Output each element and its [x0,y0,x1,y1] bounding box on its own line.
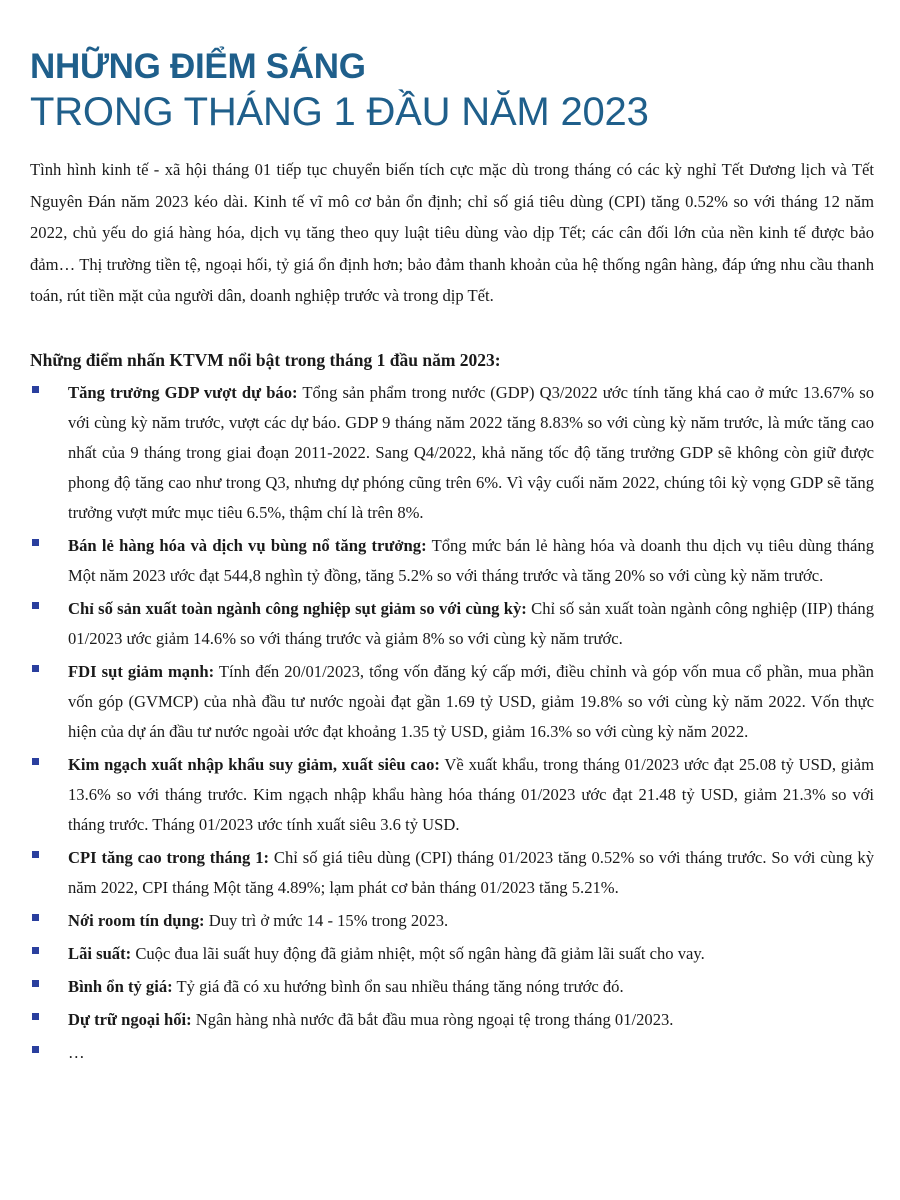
square-bullet-icon [32,665,39,672]
item-lead: Bán lẻ hàng hóa và dịch vụ bùng nổ tăng trưởng: [68,535,427,555]
item-text: Chỉ số sản xuất toàn ngành công nghiệp (IIP) tháng 01/2023 ước giảm 14.6% so với tháng trước và giảm 8% so với cùng kỳ năm trước. [68,598,874,648]
item-text: Về xuất khẩu, trong tháng 01/2023 ước đạt 25.08 tỷ USD, giảm 13.6% so với tháng trước. Kim ngạch nhập khẩu hàng hóa tháng 01/2023 ước đạt 21.48 tỷ USD, giảm 21.3% so với tháng trước. Tháng 01/2023 ước tính xuất siêu 3.6 tỷ USD. [68,754,874,834]
list-item [30,1005,874,1035]
item-lead: Bình ổn tỷ giá: [68,976,173,996]
item-text: Tỷ giá đã có xu hướng bình ổn sau nhiều tháng tăng nóng trước đó. [172,976,624,996]
highlights-list [30,378,874,1068]
item-text: Tổng mức bán lẻ hàng hóa và doanh thu dịch vụ tiêu dùng tháng Một năm 2023 ước đạt 544,8 nghìn tỷ đồng, tăng 5.2% so với tháng trước và tăng 20% so với cùng kỳ năm trước. [68,535,874,585]
title-line-2: TRONG THÁNG 1 ĐẦU NĂM 2023 [30,90,649,134]
square-bullet-icon [32,1046,39,1053]
list-item [30,750,874,840]
item-text: Duy trì ở mức 14 - 15% trong 2023. [204,910,449,930]
item-text: … [68,1042,85,1062]
square-bullet-icon [32,851,39,858]
item-lead: Lãi suất: [68,943,132,963]
item-text: Tính đến 20/01/2023, tổng vốn đăng ký cấp mới, điều chỉnh và góp vốn mua cổ phần, mua phần vốn góp (GVMCP) của nhà đầu tư nước ngoài đạt gần 1.69 tỷ USD, giảm 19.8% so với cùng kỳ năm 2022. Vốn thực hiện của dự án đầu tư nước ngoài ước đạt khoảng 1.35 tỷ USD, giảm 16.3% so với cùng kỳ năm 2022. [68,661,874,741]
list-item [30,843,874,903]
square-bullet-icon [32,980,39,987]
item-lead: Kim ngạch xuất nhập khẩu suy giảm, xuất siêu cao: [68,754,440,774]
square-bullet-icon [32,602,39,609]
square-bullet-icon [32,758,39,765]
square-bullet-icon [32,386,39,393]
square-bullet-icon [32,1013,39,1020]
item-lead: Tăng trưởng GDP vượt dự báo: [68,382,298,402]
list-item [30,939,874,969]
list-item [30,531,874,591]
list-item [30,1038,874,1068]
item-lead: Dự trữ ngoại hối: [68,1009,192,1029]
list-item [30,972,874,1002]
square-bullet-icon [32,914,39,921]
list-item [30,594,874,654]
intro-paragraph: Tình hình kinh tế - xã hội tháng 01 tiếp tục chuyển biến tích cực mặc dù trong tháng có các kỳ nghỉ Tết Dương lịch và Tết Nguyên Đán năm 2023 kéo dài. Kinh tế vĩ mô cơ bản ổn định; chỉ số giá tiêu dùng (CPI) tăng 0.52% so với tháng 12 năm 2022, chủ yếu do giá hàng hóa, dịch vụ tăng theo quy luật tiêu dùng vào dịp Tết; các cân đối lớn của nền kinh tế được bảo đảm… Thị trường tiền tệ, ngoại hối, tỷ giá ổn định hơn; bảo đảm thanh khoản của hệ thống ngân hàng, đáp ứng nhu cầu thanh toán, rút tiền mặt của người dân, doanh nghiệp trước và trong dịp Tết. [30,160,874,305]
square-bullet-icon [32,539,39,546]
item-lead: CPI tăng cao trong tháng 1: [68,847,270,867]
item-text: Cuộc đua lãi suất huy động đã giảm nhiệt, một số ngân hàng đã giảm lãi suất cho vay. [131,943,705,963]
item-lead: Nới room tín dụng: [68,910,205,930]
item-lead: Chỉ số sản xuất toàn ngành công nghiệp sụt giảm so với cùng kỳ: [68,598,527,618]
list-item [30,906,874,936]
item-text: Chỉ số giá tiêu dùng (CPI) tháng 01/2023 tăng 0.52% so với tháng trước. So với cùng kỳ năm 2022, CPI tháng Một tăng 4.89%; lạm phát cơ bản tháng 01/2023 tăng 5.21%. [68,847,874,897]
title-line-1: NHỮNG ĐIỂM SÁNG [30,47,366,86]
item-text: Tổng sản phẩm trong nước (GDP) Q3/2022 ước tính tăng khá cao ở mức 13.67% so với cùng kỳ năm trước, vượt các dự báo. GDP 9 tháng năm 2022 tăng 8.83% so với cùng kỳ năm trước, là mức tăng cao nhất của 9 tháng trong giai đoạn 2011-2022. Sang Q4/2022, khả năng tốc độ tăng trưởng GDP sẽ không còn giữ được phong độ tăng cao như trong Q3, nhưng dự phóng cũng trên 6%. Vì vậy cuối năm 2022, chúng tôi kỳ vọng GDP sẽ tăng trưởng vượt mức mục tiêu 6.5%, thậm chí là trên 8%. [68,382,875,522]
square-bullet-icon [32,947,39,954]
item-lead: FDI sụt giảm mạnh: [68,661,215,681]
item-text: Ngân hàng nhà nước đã bắt đầu mua ròng ngoại tệ trong tháng 01/2023. [191,1009,674,1029]
section-heading: Những điểm nhấn KTVM nổi bật trong tháng 1 đầu năm 2023: [30,349,501,370]
list-item [30,378,874,528]
list-item [30,657,874,747]
